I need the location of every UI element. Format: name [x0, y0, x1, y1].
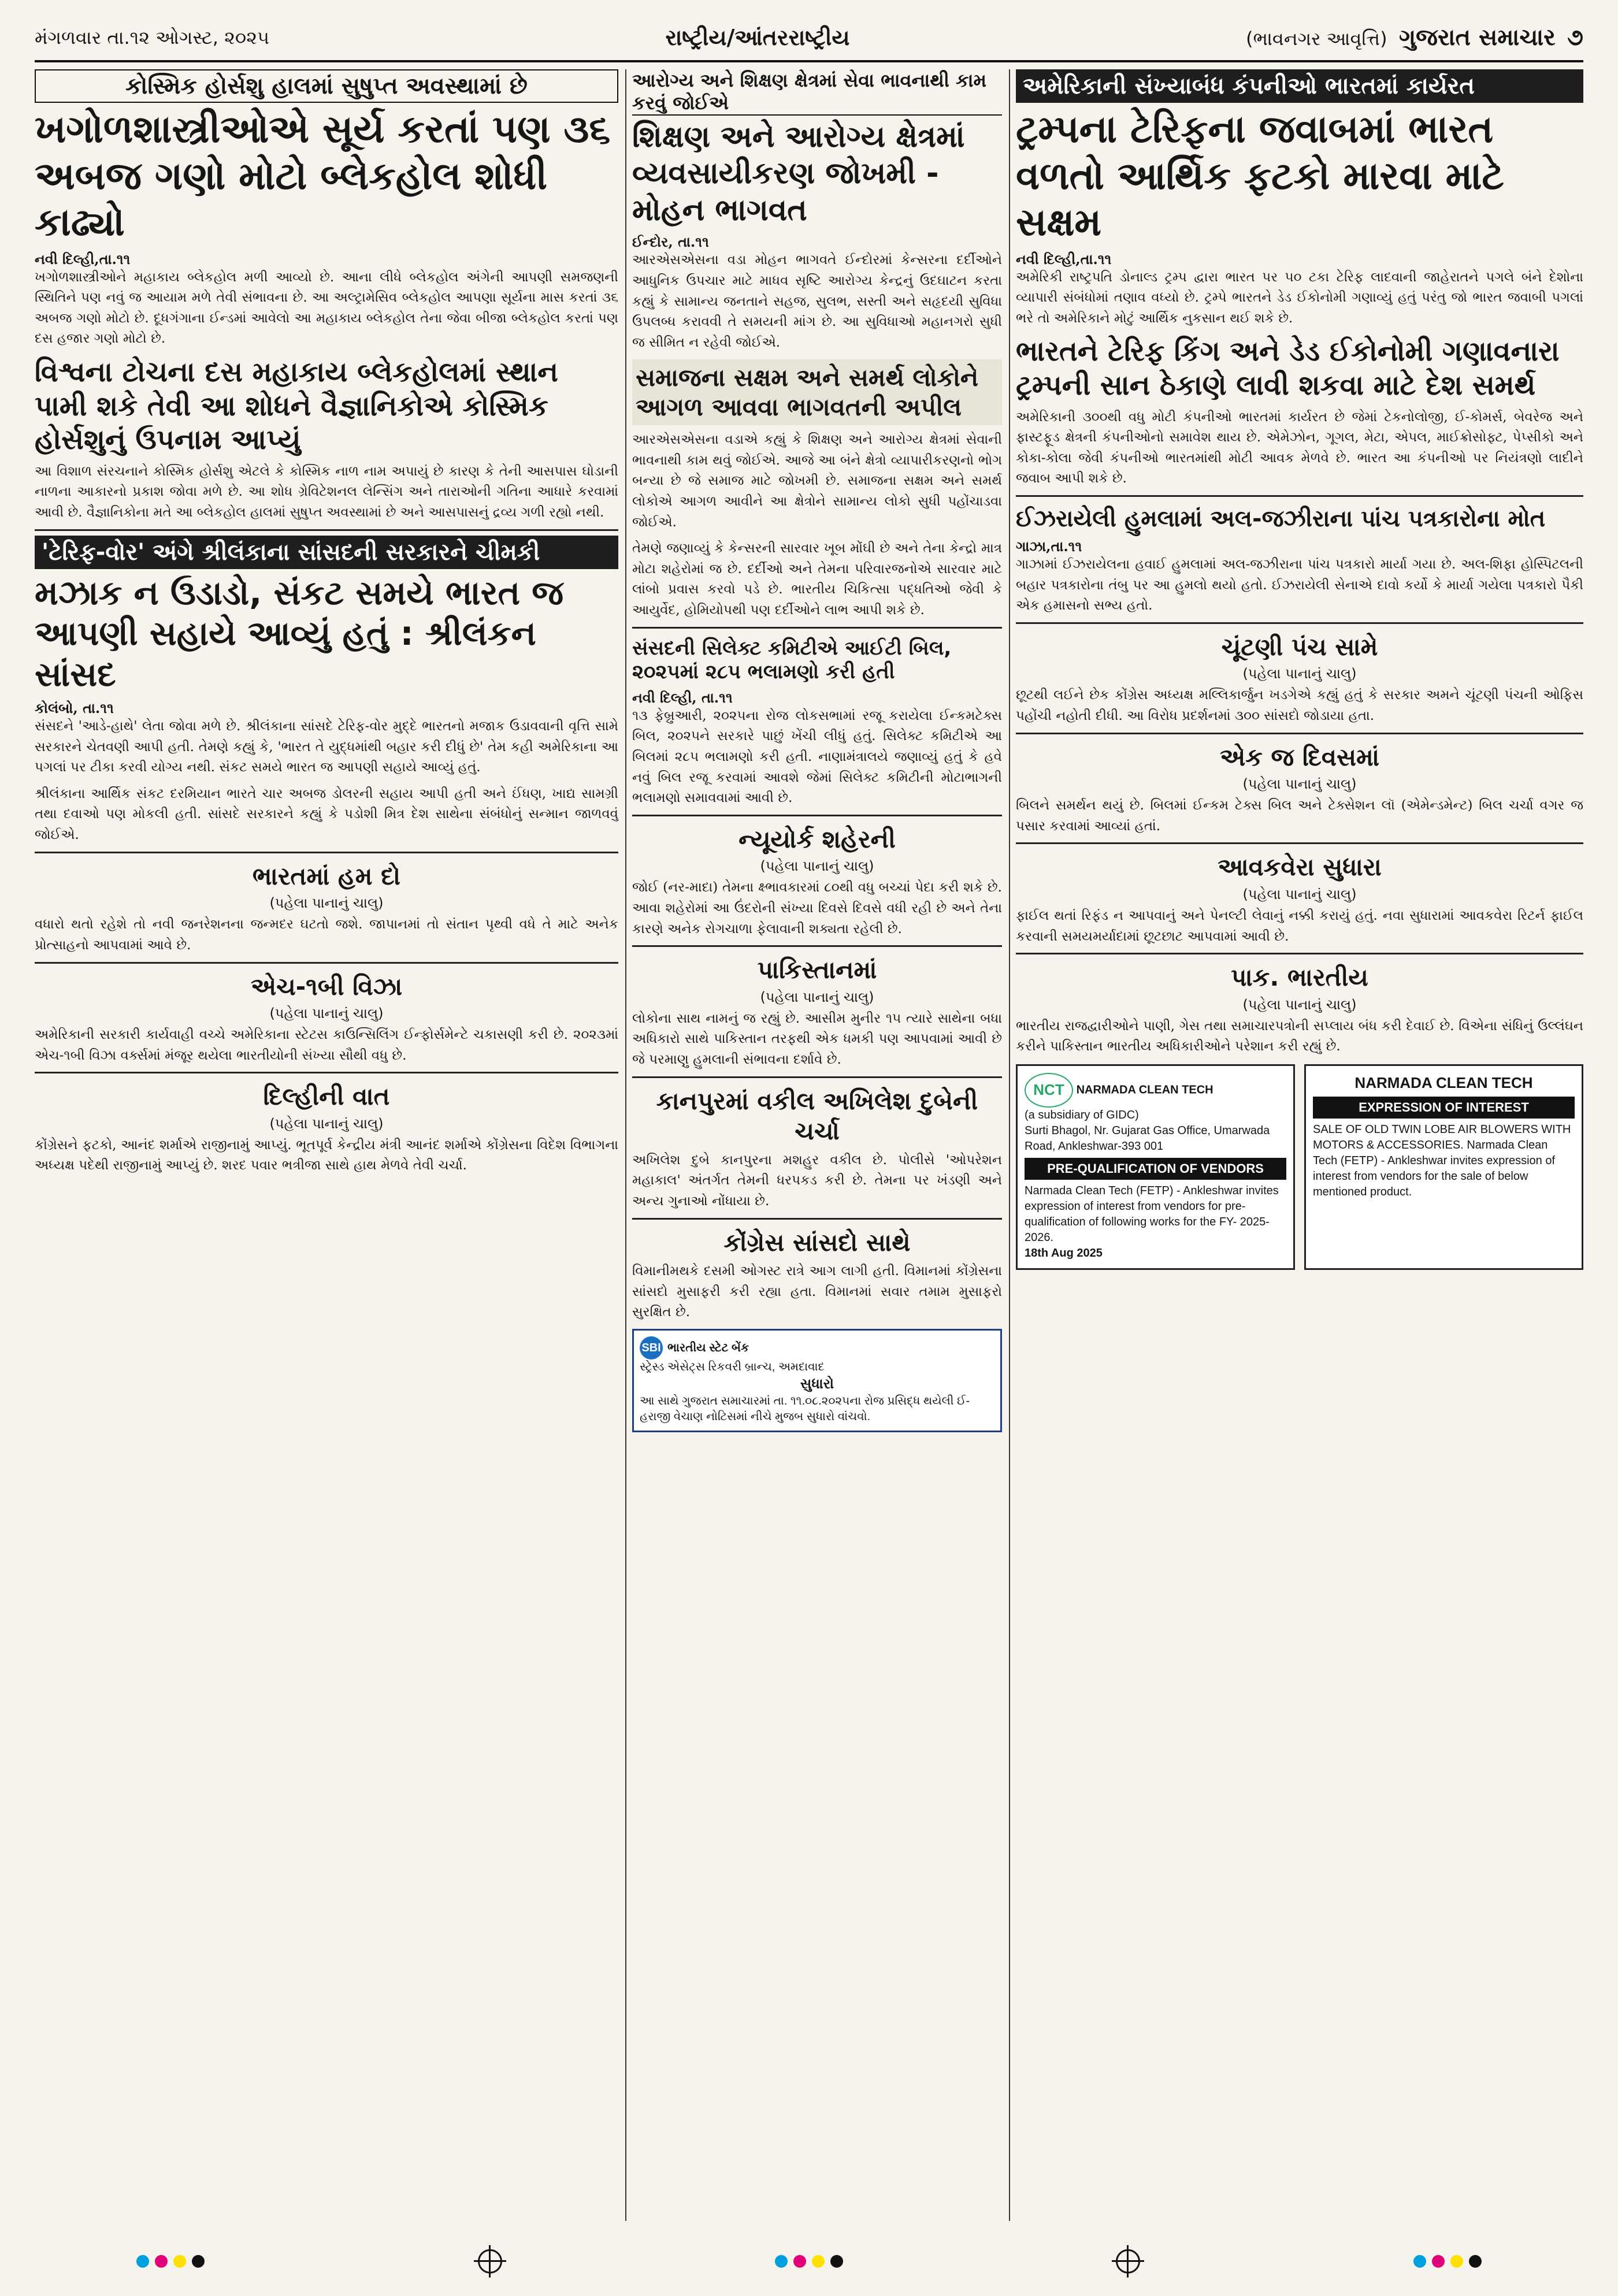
continued-heading: પાકિસ્તાનમાં: [757, 956, 877, 984]
ad-deadline: 18th Aug 2025: [1025, 1246, 1103, 1260]
print-marks: [0, 2250, 1618, 2273]
continued-heading: ન્યૂયોર્ક શહેરની: [739, 824, 896, 853]
dateline: નવી દિલ્હી, તા.૧૧: [632, 689, 733, 706]
sbi-notice: [632, 1329, 1002, 1432]
column-cosmic-horseshoe: [35, 69, 618, 2221]
column-divider: [625, 69, 626, 2221]
article-text: અમેરિકાની સરકારી કાર્યવાહી વચ્ચે અમેરિકાના સ્ટેટસ કાઉન્સિલિંગ ઈન્ફોર્સમેન્ટે ચકાસણી કરી છે. ૨૦૨૩માં એચ-૧બી વિઝા વર્ક્સમાં મંજૂર થયેલા ભારતીયોની સંખ્યા સૌથી વધુ છે.: [35, 1027, 618, 1063]
sbi-branch: સ્ટ્રેસ્ડ એસેટ્સ રિકવરી બ્રાન્ચ, અમદાવાદ: [640, 1361, 825, 1374]
article-text: અખિલેશ દુબે કાનપુરના મશહુર વકીલ છે. પોલીસે 'ઓપરેશન મહાકાલ' અંતર્ગત તેમની ધરપકડ કરી છે. તેમના પર ખંડણી અને અન્ય ગુનાઓ નોંધાયા છે.: [632, 1152, 1002, 1209]
ad-subtitle: (a subsidiary of GIDC): [1025, 1108, 1139, 1121]
section-title: રાષ્ટ્રીય/આંતરરાષ્ટ્રીય: [665, 24, 850, 50]
headline: શિક્ષણ અને આરોગ્ય ક્ષેત્રમાં વ્યવસાયીકરણ જોખમી - મોહન ભાગવત: [632, 120, 965, 228]
continued-label: (પહેલા પાનાનું ચાલુ): [1242, 886, 1357, 902]
dateline: નવી દિલ્હી,તા.૧૧: [1016, 250, 1112, 268]
headline: ખગોળશાસ્ત્રીઓએ સૂર્ય કરતાં પણ ૩૬ અબજ ગણો મોટો બ્લેકહોલ શોધી કાઢ્યો: [35, 107, 611, 245]
article-text: ભારતીય રાજદ્વારીઓને પાણી, ગેસ તથા સમાચારપત્રોની સપ્લાય બંધ કરી દેવાઈ છે. વિએના સંધિનું ઉલ્લંઘન કરીને પાકિસ્તાન ભારતીય અધિકારીઓને પરેશાન કરી રહ્યું છે.: [1016, 1018, 1583, 1054]
article-text: અમેરિકી રાષ્ટ્રપતિ ડોનાલ્ડ ટ્રમ્પ દ્વારા ભારત પર ૫૦ ટકા ટેરિફ લાદવાની જાહેરાતને પગલે બંને દેશોના વ્યાપારી સંબંધોમાં તણાવ વધ્યો છે. ટ્રમ્પે ભારતને ડેડ ઈકોનોમી ગણાવ્યું હતું પરંતુ જો ભારત જવાબી પગલાં ભરે તો અમેરિકાને મોટું આર્થિક નુકસાન થઈ શકે છે.: [1016, 269, 1583, 326]
column-bhagwat: [632, 69, 1002, 2221]
continued-heading: કાનપુરમાં વકીલ અખિલેશ દુબેની ચર્ચા: [656, 1086, 978, 1146]
article-text: તેમણે જણાવ્યું કે કેન્સરની સારવાર ખૂબ મોંઘી છે અને તેના કેન્દ્રો માત્ર મોટા શહેરોમાં જ છે. દર્દીઓ અને તેમના પરિવારજનોએ સારવાર માટે લાંબો પ્રવાસ કરવો પડે છે. ભારતીય ચિકિત્સા પદ્ધતિઓ જેવી કે આયુર્વેદ, હોમિયોપથી પણ દર્દીઓને લાભ આપી શકે છે.: [632, 541, 1002, 618]
color-bar: [1413, 2255, 1482, 2268]
narmada-logo-icon: NCT: [1025, 1073, 1073, 1108]
header-rule: [35, 60, 1583, 62]
ad-address: Surti Bhagol, Nr. Gujarat Gas Office, Umarwada Road, Ankleshwar-393 001: [1025, 1124, 1270, 1153]
continued-heading: એચ-૧બી વિઝા: [250, 972, 403, 1001]
masthead: ગુજરાત સમાચાર: [1398, 24, 1556, 51]
ad-title: PRE-QUALIFICATION OF VENDORS: [1025, 1158, 1286, 1180]
kicker: અમેરિકાની સંખ્યાબંધ કંપનીઓ ભારતમાં કાર્યરત: [1016, 69, 1583, 103]
registration-mark-icon: [478, 2249, 502, 2273]
continued-label: (પહેલા પાનાનું ચાલુ): [269, 1115, 384, 1132]
continued-label: (પહેલા પાનાનું ચાલુ): [269, 895, 384, 912]
subheadline: ભારતને ટેરિફ કિંગ અને ડેડ ઈકોનોમી ગણાવનારા ટ્રમ્પની સાન ઠેકાણે લાવી શકવા માટે દેશ સમર્થ: [1016, 335, 1560, 402]
continued-label: (પહેલા પાનાનું ચાલુ): [1242, 776, 1357, 793]
article-text: આ વિશાળ સંરચનાને કોસ્મિક હોર્સશુ એટલે કે કોસ્મિક નાળ નામ અપાયું છે કારણ કે તેની આસપાસ ઘોડાની નાળના આકારનો પ્રકાશ જોવા મળે છે. આ શોધ ગ્રેવિટેશનલ લેન્સિંગ અને તારાઓની ગતિના આધારે કરવામાં આવી છે. વૈજ્ઞાનિકોના મતે આ બ્લેકહોલ હાલમાં સુષુપ્ત અવસ્થામાં છે અને આસપાસનું દ્રવ્ય ગળી રહ્યો નથી.: [35, 463, 618, 521]
narmada-eoi-ad: [1304, 1064, 1583, 1270]
narmada-prequalification-ad: [1016, 1064, 1295, 1270]
continued-label: (પહેલા પાનાનું ચાલુ): [760, 989, 874, 1005]
subheadline: વિશ્વના ટોચના દસ મહાકાય બ્લેકહોલમાં સ્થાન પામી શકે તેવી આ શોધને વૈજ્ઞાનિકોએ કોસ્મિક હોર્સશુનું ઉપનામ આપ્યું: [35, 356, 559, 456]
subheadline: ઈઝરાયેલી હુમલામાં અલ-જઝીરાના પાંચ પત્રકારોના મોત: [1016, 506, 1546, 533]
article-text: વિમાનીમથકે દસમી ઓગસ્ટ રાત્રે આગ લાગી હતી. વિમાનમાં કોંગ્રેસના સાંસદો મુસાફરી કરી રહ્યા હતા. વિમાનમાં સવાર તમામ મુસાફરો સુરક્ષિત છે.: [632, 1264, 1002, 1320]
kicker: આરોગ્ય અને શિક્ષણ ક્ષેત્રમાં સેવા ભાવનાથી કામ કરવું જોઈએ: [632, 69, 1002, 116]
article-text: ખગોળશાસ્ત્રીઓને મહાકાય બ્લેકહોલ મળી આવ્યો છે. આના લીધે બ્લેકહોલ અંગેની આપણી સમજણની સ્થિતિને પણ નવું જ આયામ મળે તેવી સંભાવના છે. આ અલ્ટ્રામેસિવ બ્લેકહોલ આપણા સૂર્યના માસ કરતાં ૩૬ અબજ ગણો મોટો છે. દૂધગંગાના ઈન્ડમાં આવેલો આ મહાકાય બ્લેકહોલ તેના જેવા બીજા બ્લેકહોલ કરતાં પણ દસ હજાર ગણો મોટો છે.: [35, 269, 618, 347]
ad-company: NARMADA CLEAN TECH: [1076, 1083, 1214, 1097]
color-bar: [775, 2255, 843, 2268]
article-text: જોઈ (નર-માદા) તેમના ક્ષ્ભાવકારમાં ૮૦થી વધુ બચ્ચાં પેદા કરી શકે છે. આવા શહેરોમાં આ ઉંદરોની સંખ્યા દિવસે દિવસે વધી રહી છે અને તેના કારણે અનેક રોગચાળા ફેલાવાની શક્યતા રહેલી છે.: [632, 880, 1002, 937]
issue-date: મંગળવાર તા.૧૨ ઓગસ્ટ, ૨૦૨૫: [35, 26, 269, 49]
dateline: કોલંબો, તા.૧૧: [35, 699, 114, 716]
page-header: [35, 17, 1583, 58]
article-text: બિલને સમર્થન થયું છે. બિલમાં ઈન્કમ ટેક્સ બિલ અને ટેક્સેશન લૉ (એમેન્ડમેન્ટ) બિલ ચર્ચા વગર જ પસાર કરવામાં આવ્યાં હતાં.: [1016, 798, 1583, 834]
ad-company: NARMADA CLEAN TECH: [1354, 1073, 1533, 1091]
dateline: ઈન્દોર, તા.૧૧: [632, 233, 709, 251]
sbi-logo-icon: SBI: [640, 1336, 663, 1359]
article-text: આરએસએસના વડા મોહન ભાગવતે ઈન્દોરમાં કેન્સરના દર્દીઓને આધુનિક ઉપચાર માટે માધવ સૃષ્ટિ આરોગ્ય કેન્દ્રનું ઉદઘાટન કરતા કહ્યું કે સામાન્ય જનતાને સહજ, સુલભ, સસ્તી અને સહૃદયી સુવિધા ઉપલબ્ધ કરાવવી તે સમયની માંગ છે. આ સુવિધાઓ મહાનગરો સુધી જ સીમિત ન રહેવી જોઈએ.: [632, 252, 1002, 350]
article-text: આરએસએસના વડાએ કહ્યું કે શિક્ષણ અને આરોગ્ય ક્ષેત્રમાં સેવાની ભાવનાથી કામ થવું જોઈએ. આજે આ બંને ક્ષેત્રો વ્યાપારીકરણનો ભોગ બન્યા છે જે સમાજ માટે જોખમી છે. સમાજના સક્ષમ અને સમર્થ લોકોએ આગળ આવીને આ ક્ષેત્રોને સામાન્ય લોકો સુધી પહોંચાડવા જોઈએ.: [632, 432, 1002, 530]
kicker: 'ટેરિફ-વોર' અંગે શ્રીલંકાના સાંસદની સરકારને ચીમકી: [35, 536, 618, 569]
continued-heading: કોંગ્રેસ સાંસદો સાથે: [723, 1228, 911, 1257]
dateline: નવી દિલ્હી,તા.૧૧: [35, 250, 131, 268]
article-text: કોંગ્રેસને ફટકો, આનંદ શર્માએ રાજીનામું આપ્યું. ભૂતપૂર્વ કેન્દ્રીય મંત્રી આનંદ શર્માએ કોંગ્રેસના વિદેશ વિભાગના અધ્યક્ષ પદેથી રાજીનામું આપ્યું છે. શરદ પવાર ભત્રીજા સાથે હાથ મેળવે તેવી ચર્ચા.: [35, 1137, 618, 1173]
continued-label: (પહેલા પાનાનું ચાલુ): [1242, 666, 1357, 682]
article-text: સંસદને 'આડે-હાથે' લેતા જોવા મળે છે. શ્રીલંકાના સાંસદે ટેરિફ-વોર મુદ્દે ભારતનો મજાક ઉડાવવાની વૃત્તિ સામે સરકારને ચેતવણી આપી હતી. તેમણે કહ્યું કે, 'ભારત તે યુદ્ધમાંથી બહાર કરી દીધું છે' તેમ કહી અમેરિકાના આ પગલાં પર ટીકા કરવી યોગ્ય નથી. સંકટ સમયે ભારત જ આપણી સહાયે આવ્યું હતું.: [35, 718, 618, 775]
continued-heading: પાક. ભારતીય: [1231, 963, 1368, 992]
article-text: ૧૩ ફેબ્રુઆરી, ૨૦૨૫ના રોજ લોકસભામાં રજૂ કરાયેલા ઈન્કમટેક્સ બિલ, ૨૦૨૫ને સરકારે પાછું ખેંચી લીધું હતું. સિલેક્ટ કમિટીએ આ બિલમાં ૨૮૫ ભલામણો કરી હતી. નાણામંત્રાલયે જણાવ્યું હતું કે હવે નવું બિલ રજૂ કરવામાં આવશે જેમાં સિલેક્ટ કમિટીની મોટાભાગની ભલામણો સમાવવામાં આવી છે.: [632, 708, 1002, 806]
subheadline: સંસદની સિલેક્ટ કમિટીએ આઈટી બિલ, ૨૦૨૫માં ૨૮૫ ભલામણો કરી હતી: [632, 636, 952, 684]
column-trump-tariff: [1016, 69, 1583, 2221]
continued-label: (પહેલા પાનાનું ચાલુ): [1242, 996, 1357, 1013]
article-text: શ્રીલંકાના આર્થિક સંકટ દરમિયાન ભારતે ચાર અબજ ડોલરની સહાય આપી હતી અને ઈંધણ, ખાદ્ય સામગ્રી તથા દવાઓ પણ મોકલી હતી. સાંસદે સરકારને કહ્યું કે પડોશી મિત્ર દેશ સાથેના સંબંધોનું સન્માન જાળવવું જોઈએ.: [35, 786, 618, 843]
color-bar: [136, 2255, 205, 2268]
ad-body: SALE OF OLD TWIN LOBE AIR BLOWERS WITH MOTORS & ACCESSORIES. Narmada Clean Tech (FETP) - Ankleshwar invites expression of interest from vendors for the sale of below mentioned product.: [1313, 1123, 1571, 1198]
headline: ટ્રમ્પના ટેરિફના જવાબમાં ભારત વળતો આર્થિક ફટકો મારવા માટે સક્ષમ: [1016, 107, 1504, 245]
article-text: ગાઝામાં ઈઝરાયેલના હવાઈ હુમલામાં અલ-જઝીરાના પાંચ પત્રકારો માર્યા ગયા છે. અલ-શિફા હોસ્પિટલની બહાર પત્રકારોના તંબુ પર આ હુમલો થયો હતો. ઈઝરાયેલી સેનાએ દાવો કર્યો કે માર્યા ગયેલા પત્રકારો પૈકી એક હમાસનો સભ્ય હતો.: [1016, 556, 1583, 614]
subheadline: સમાજના સક્ષમ અને સમર્થ લોકોને આગળ આવવા ભાગવતની અપીલ: [632, 359, 1002, 425]
ad-title: EXPRESSION OF INTEREST: [1313, 1097, 1575, 1119]
continued-label: (પહેલા પાનાનું ચાલુ): [269, 1005, 384, 1022]
column-divider: [1009, 69, 1010, 2221]
article-text: છૂટથી લઈને છેક કોંગ્રેસ અધ્યક્ષ મલ્લિકાર્જુન ખડગેએ કહ્યું હતું કે સરકાર અમને ચૂંટણી પંચની ઓફિસ પહોંચી નહોતી દીધી. આ વિરોધ પ્રદર્શનમાં ૩૦૦ સાંસદો જોડાયા હતા.: [1016, 688, 1583, 723]
continued-heading: ભારતમાં હમ દો: [252, 861, 401, 890]
kicker: કોસ્મિક હોર્સશુ હાલમાં સુષુપ્ત અવસ્થામાં છે: [35, 69, 618, 103]
dateline: ગાઝા,તા.૧૧: [1016, 537, 1082, 555]
edition-label: (ભાવનગર આવૃત્તિ): [1246, 28, 1387, 50]
continued-label: (પહેલા પાનાનું ચાલુ): [760, 858, 874, 875]
article-text: અમેરિકાની ૩૦૦થી વધુ મોટી કંપનીઓ ભારતમાં કાર્યરત છે જેમાં ટેકનોલોજી, ઈ-કોમર્સ, બેવરેજ અને ફાસ્ટફૂડ ક્ષેત્રની કંપનીઓનો સમાવેશ થાય છે. એમેઝોન, ગૂગલ, મેટા, એપલ, માઈક્રોસોફ્ટ, પેપ્સીકો અને કોકા-કોલા જેવી કંપનીઓ ભારતમાંથી મોટી આવક મેળવે છે. ભારત આ કંપનીઓ પર નિયંત્રણો લાદીને જવાબ આપી શકે છે.: [1016, 409, 1583, 486]
continued-heading: ચૂંટણી પંચ સામે: [1221, 632, 1378, 661]
page-number: ૭: [1567, 24, 1583, 51]
article-text: ફાઈલ થતાં રિફંડ ન આપવાનું અને પેનલ્ટી લેવાનું નક્કી કરાયું હતું. નવા સુધારામાં આવકવેરા રિટર્ન ફાઈલ કરવાની સમયમર્યાદામાં છૂટછાટ આપવામાં આવી છે.: [1016, 908, 1583, 944]
sbi-title: સુધારો: [800, 1376, 834, 1392]
continued-heading: આવકવેરા સુધારા: [1218, 853, 1382, 882]
registration-mark-icon: [1116, 2249, 1140, 2273]
continued-heading: એક જ દિવસમાં: [1219, 742, 1380, 771]
ad-body: Narmada Clean Tech (FETP) - Ankleshwar invites expression of interest from vendors for pre-qualification of following works for the FY- 2025-2026.: [1025, 1184, 1279, 1244]
headline: મઝાક ન ઉડાડો, સંકટ સમયે ભારત જ આપણી સહાયે આવ્યું હતું : શ્રીલંકન સાંસદ: [35, 573, 564, 694]
article-text: લોકોના સાથ નામનું જ રહ્યું છે. આસીમ મુનીર ૧૫ ત્યારે સાથેના બધા અધિકારો સાથે પાકિસ્તાન તરફથી એક ધમકી પણ આપવામાં આવી છે જે પરમાણુ હુમલાની સંભાવના દર્શાવે છે.: [632, 1010, 1002, 1068]
article-text: વધારો થતો રહેશે તો નવી જનરેશનના જન્મદર ઘટતો જશે. જાપાનમાં તો સંતાન પૃથ્વી વધે તે માટે અનેક પ્રોત્સાહનો આપવામાં આવે છે.: [35, 917, 618, 953]
sbi-name: ભારતીય સ્ટેટ બેંક: [667, 1342, 749, 1355]
continued-heading: દિલ્હીની વાત: [263, 1082, 390, 1111]
sbi-body: આ સાથે ગુજરાત સમાચારમાં તા. ૧૧.૦૮.૨૦૨૫ના રોજ પ્રસિદ્ધ થયેલી ઈ-હરાજી વેચાણ નોટિસમાં નીચે મુજબ સુધારો વાંચવો.: [640, 1395, 970, 1424]
